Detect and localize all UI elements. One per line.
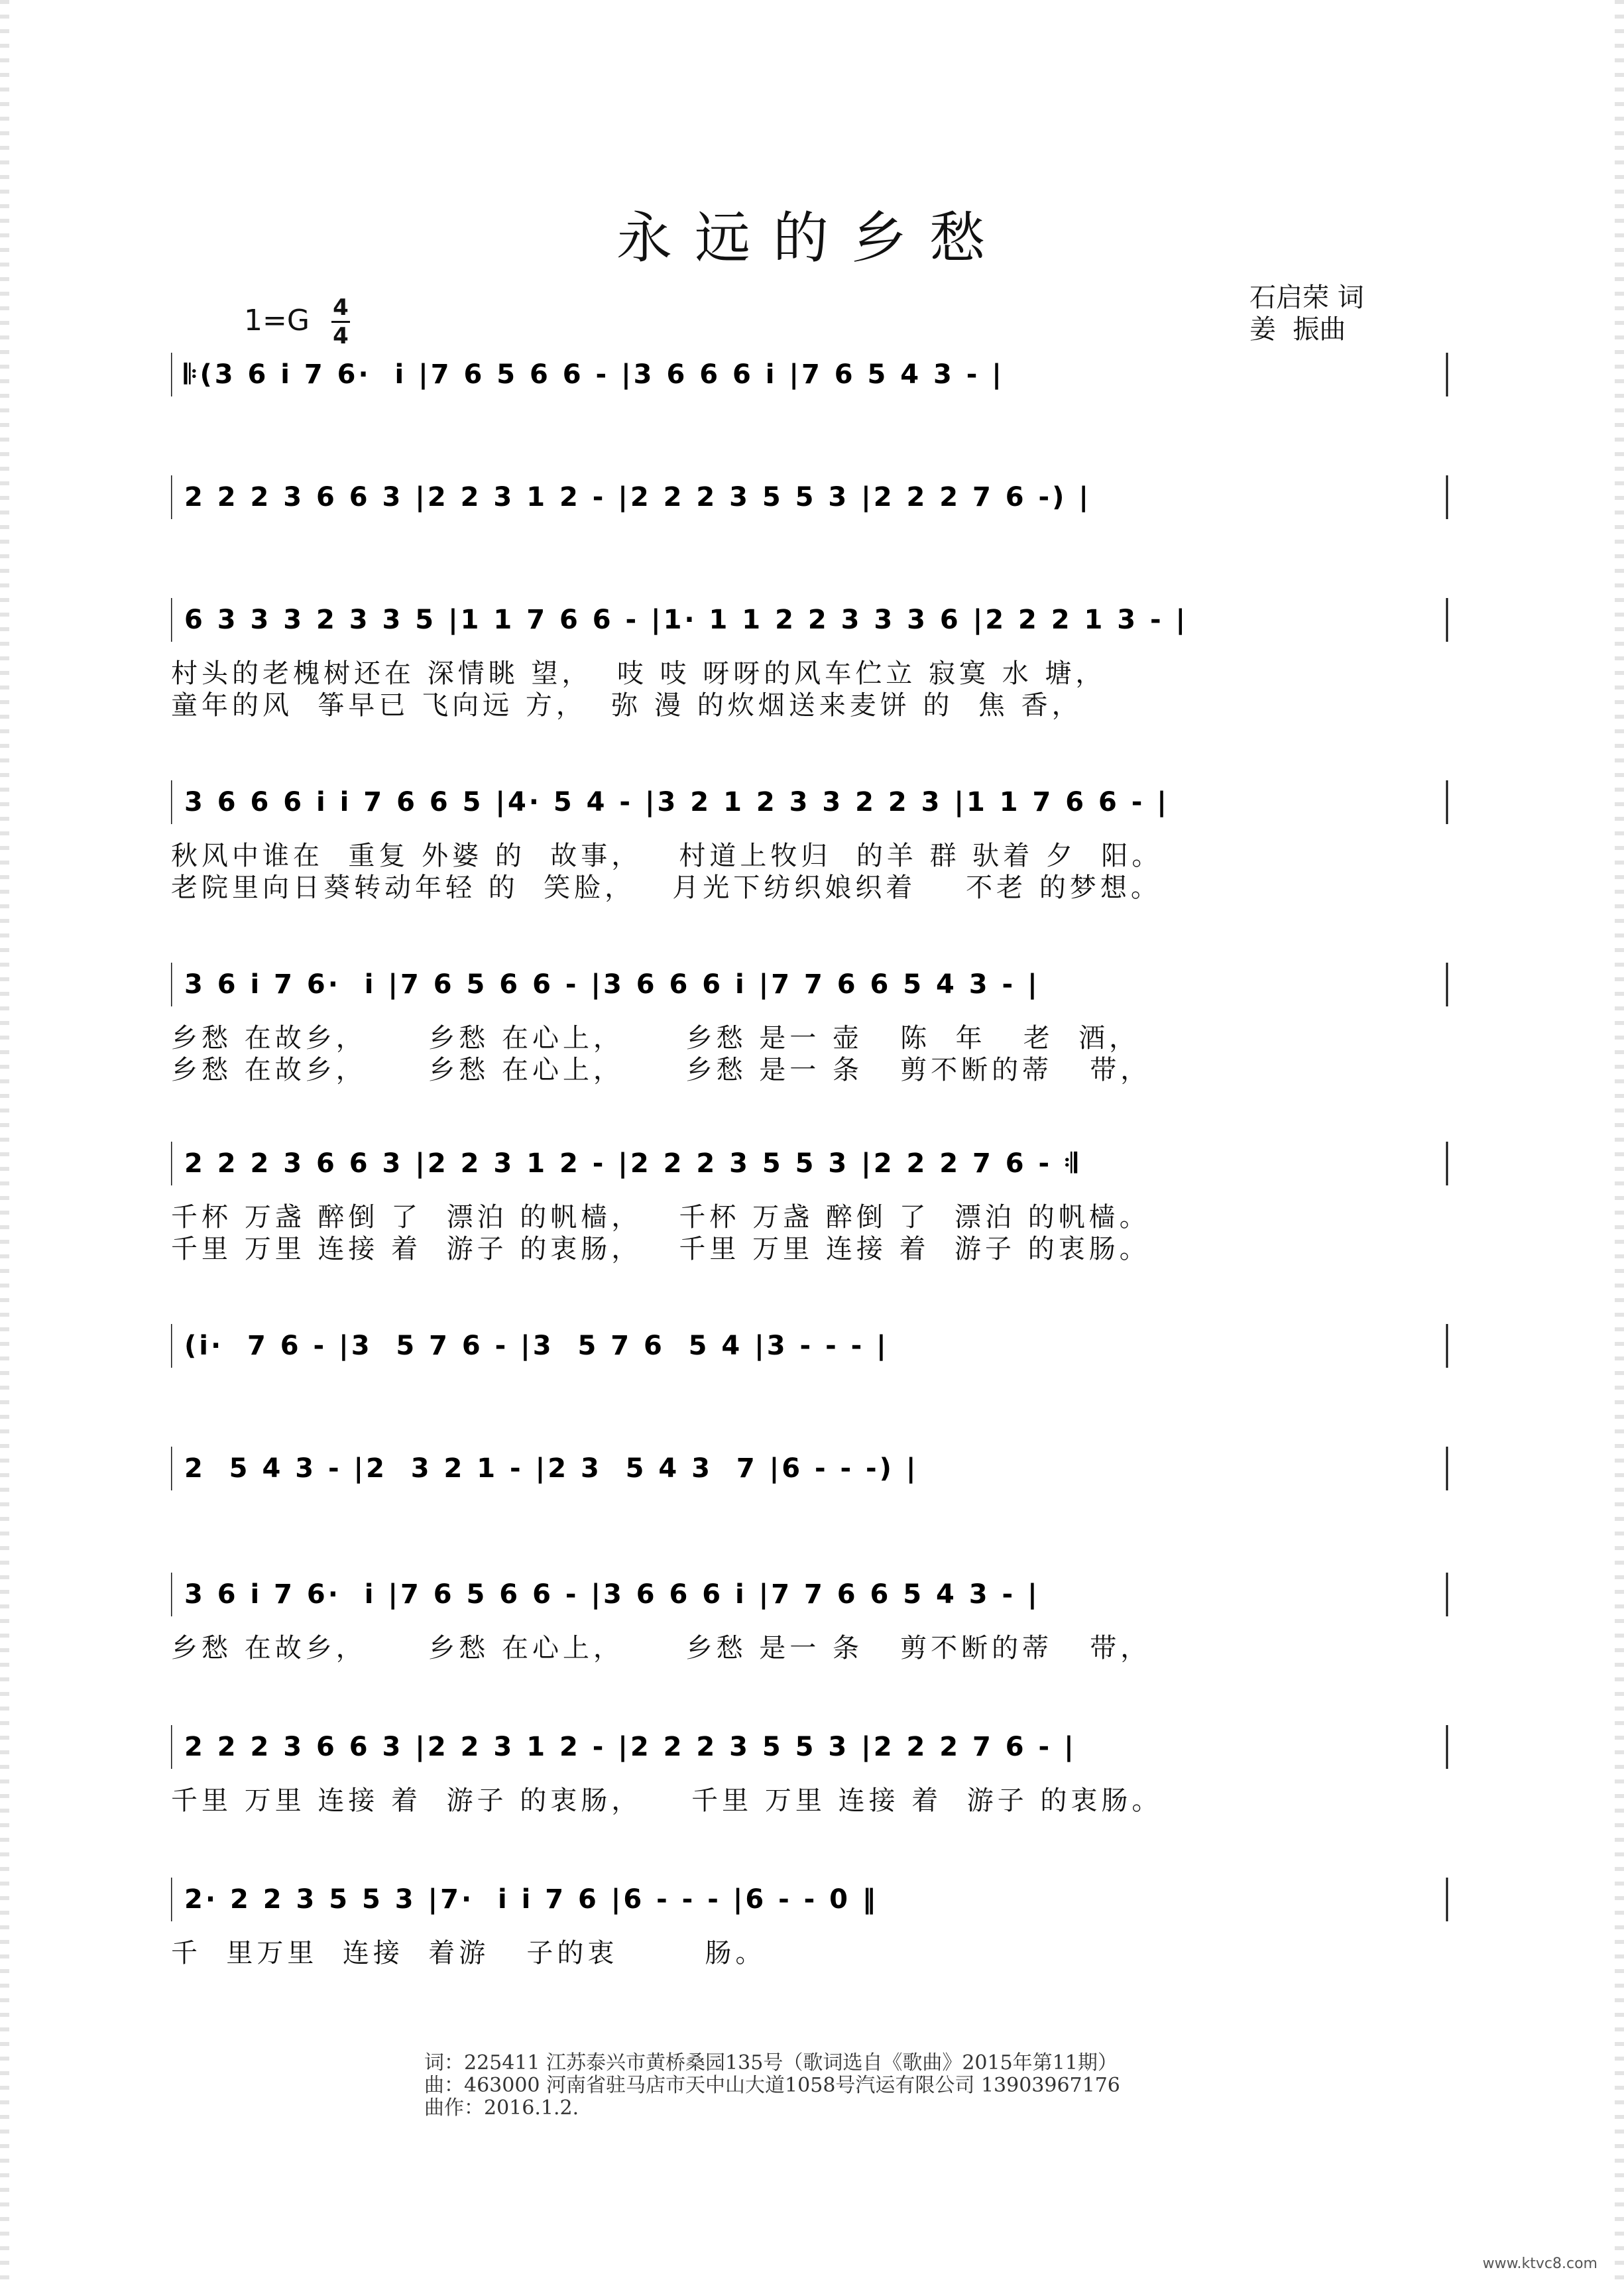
score-system (171, 1724, 1450, 1843)
time-signature (331, 296, 350, 348)
notation-line (171, 474, 1450, 520)
score-system (171, 961, 1450, 1085)
notation-svg (171, 474, 1450, 520)
jianpu-notes: 3 6 i 7 6· i |7 6 5 6 6 - |3 6 6 6 i |7 7 6 6 5 4 3 - | (184, 969, 1040, 1000)
notation-line (171, 351, 1450, 398)
right-border-strip (1615, 0, 1624, 2284)
score-system (171, 1140, 1450, 1264)
notation-svg (171, 1571, 1450, 1618)
jianpu-notes: 6 3 3 3 2 3 3 5 |1 1 7 6 6 - |1· 1 1 2 2 3 3 3 6 |2 2 2 1 3 - | (184, 605, 1189, 635)
notation-svg (171, 1140, 1450, 1187)
score-system (171, 351, 1450, 471)
lyric-line-1: 乡愁 在故乡， 乡愁 在心上， 乡愁 是一 壶 陈 年 老 酒， (171, 1023, 1140, 1053)
notation-line (171, 1445, 1450, 1492)
lyric-line-2: 老院里向日葵转动年轻 的 笑脸， 月光下纺织娘织着 不老 的梦想。 (171, 872, 1161, 903)
notation-line (171, 779, 1450, 825)
notation-line (171, 1323, 1450, 1369)
notation-svg (171, 1445, 1450, 1492)
footer (424, 2052, 1120, 2120)
footer-date: 曲作：2016.1.2. (424, 2096, 579, 2120)
lyric-line-1: 千杯 万盏 醉倒 了 漂泊 的帆樯， 千杯 万盏 醉倒 了 漂泊 的帆樯。 (171, 1202, 1150, 1232)
notation-line (171, 1140, 1450, 1187)
key-signature: 1=G (244, 304, 310, 337)
lyric-line-2: 乡愁 在故乡， 乡愁 在心上， 乡愁 是一 条 剪不断的蒂 带， (171, 1055, 1151, 1085)
notation-svg (171, 961, 1450, 1008)
lyric-line-2: 千里 万里 连接 着 游子 的衷肠， 千里 万里 连接 着 游子 的衷肠。 (171, 1234, 1150, 1264)
jianpu-notes: 2 5 4 3 - |2 3 2 1 - |2 3 5 4 3 7 |6 - - -) | (184, 1453, 919, 1484)
footer-composer-address: 曲：463000 河南省驻马店市天中山大道1058号汽运有限公司 13903967176 (424, 2074, 1120, 2097)
lyric-line-1: 千 里万里 连接 着游 子的衷 肠。 (171, 1938, 766, 1968)
notation-svg (171, 351, 1450, 398)
lyric-line-2: 童年的风 筝早已 飞向远 方， 弥 漫 的炊烟送来麦饼 的 焦 香， (171, 690, 1082, 721)
jianpu-notes: 2 2 2 3 6 6 3 |2 2 3 1 2 - |2 2 2 3 5 5 3 |2 2 2 7 6 - | (184, 1732, 1076, 1762)
lyric-line-1: 乡愁 在故乡， 乡愁 在心上， 乡愁 是一 条 剪不断的蒂 带， (171, 1633, 1151, 1663)
notation-line (171, 1876, 1450, 1923)
score-system (171, 1323, 1450, 1442)
site-watermark: www.ktvc8.com (1482, 2255, 1597, 2272)
score-system (171, 779, 1450, 903)
lyric-line-1: 秋风中谁在 重复 外婆 的 故事， 村道上牧归 的羊 群 驮着 夕 阳。 (171, 841, 1163, 871)
notation-svg (171, 779, 1450, 825)
notation-svg (171, 1323, 1450, 1369)
footer-lyricist-address: 词：225411 江苏泰兴市黄桥桑园135号（歌词选自《歌曲》2015年第11期） (424, 2051, 1118, 2074)
time-signature-bottom: 4 (333, 323, 349, 349)
time-signature-top: 4 (333, 294, 349, 321)
score-system (171, 1571, 1450, 1691)
notation-svg (171, 597, 1450, 643)
jianpu-notes: 𝄆(3 6 i 7 6· i |7 6 5 6 6 - |3 6 6 6 i |7 6 5 4 3 - | (184, 359, 1004, 390)
lyric-line-1: 千里 万里 连接 着 游子 的衷肠， 千里 万里 连接 着 游子 的衷肠。 (171, 1785, 1163, 1816)
notation-line (171, 961, 1450, 1008)
notation-line (171, 597, 1450, 643)
credits (1249, 282, 1364, 345)
notation-svg (171, 1876, 1450, 1923)
jianpu-notes: 3 6 6 6 i i 7 6 6 5 |4· 5 4 - |3 2 1 2 3 3 2 2 3 |1 1 7 6 6 - | (184, 787, 1169, 817)
jianpu-notes: 2· 2 2 3 5 5 3 |7· i i 7 6 |6 - - - |6 - - 0 ‖ (184, 1884, 878, 1915)
composer-credit: 姜 振曲 (1249, 314, 1346, 345)
score-system (171, 597, 1450, 721)
lyricist-credit: 石启荣 词 (1249, 282, 1364, 313)
jianpu-notes: 2 2 2 3 6 6 3 |2 2 3 1 2 - |2 2 2 3 5 5 3 |2 2 2 7 6 -) | (184, 482, 1091, 512)
notation-line (171, 1571, 1450, 1618)
song-title: 永远的乡愁 (616, 206, 1008, 270)
score-system (171, 1876, 1450, 1996)
score-system (171, 1445, 1450, 1565)
jianpu-notes: (i· 7 6 - |3 5 7 6 - |3 5 7 6 5 4 |3 - - - | (184, 1331, 889, 1361)
score-system (171, 474, 1450, 593)
notation-svg (171, 1724, 1450, 1770)
left-border-strip (0, 0, 9, 2284)
lyric-line-1: 村头的老槐树还在 深情眺 望， 吱 吱 呀呀的风车伫立 寂寞 水 塘， (171, 658, 1106, 689)
notation-line (171, 1724, 1450, 1770)
jianpu-notes: 3 6 i 7 6· i |7 6 5 6 6 - |3 6 6 6 i |7 7 6 6 5 4 3 - | (184, 1579, 1040, 1610)
jianpu-notes: 2 2 2 3 6 6 3 |2 2 3 1 2 - |2 2 2 3 5 5 3 |2 2 2 7 6 - 𝄇 (184, 1148, 1080, 1179)
